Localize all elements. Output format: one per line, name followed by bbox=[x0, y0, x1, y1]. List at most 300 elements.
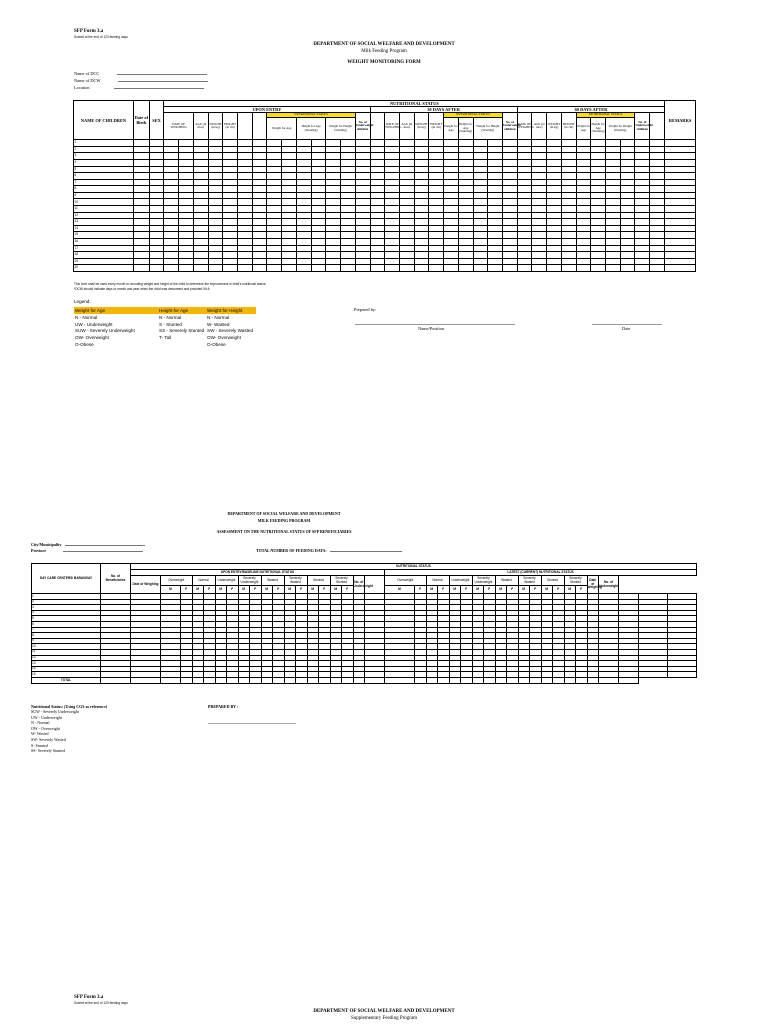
table-cell[interactable] bbox=[133, 239, 149, 246]
table-cell[interactable] bbox=[238, 173, 253, 180]
table-cell[interactable] bbox=[665, 173, 696, 180]
table-cell[interactable] bbox=[532, 252, 547, 259]
table-cell[interactable] bbox=[164, 265, 179, 272]
table-cell[interactable] bbox=[429, 199, 444, 206]
table-cell[interactable] bbox=[341, 219, 356, 226]
table-cell[interactable] bbox=[517, 265, 532, 272]
table-cell[interactable] bbox=[385, 206, 400, 213]
table-cell[interactable] bbox=[296, 206, 311, 213]
table-cell[interactable] bbox=[385, 186, 400, 193]
table-cell[interactable] bbox=[635, 140, 650, 147]
table-cell[interactable] bbox=[238, 245, 253, 252]
table-cell[interactable] bbox=[164, 239, 179, 246]
table-cell[interactable] bbox=[444, 159, 459, 166]
table-cell[interactable] bbox=[429, 232, 444, 239]
table-cell[interactable] bbox=[606, 179, 621, 186]
table-cell[interactable] bbox=[370, 239, 385, 246]
table-cell[interactable] bbox=[473, 146, 488, 153]
table-cell[interactable] bbox=[149, 140, 164, 147]
table-cell[interactable] bbox=[133, 159, 149, 166]
table-cell[interactable] bbox=[296, 252, 311, 259]
table-cell[interactable] bbox=[208, 153, 223, 160]
table-cell[interactable] bbox=[149, 225, 164, 232]
table-cell[interactable] bbox=[179, 146, 194, 153]
table-cell[interactable] bbox=[606, 146, 621, 153]
table-cell[interactable] bbox=[267, 265, 282, 272]
table-cell[interactable] bbox=[444, 245, 459, 252]
table-cell[interactable] bbox=[502, 232, 517, 239]
table-cell[interactable] bbox=[179, 186, 194, 193]
table-cell[interactable] bbox=[458, 159, 473, 166]
table-cell[interactable] bbox=[576, 173, 591, 180]
table-cell[interactable] bbox=[385, 232, 400, 239]
table-cell[interactable] bbox=[517, 212, 532, 219]
table-cell[interactable] bbox=[399, 232, 414, 239]
table-cell[interactable] bbox=[650, 219, 665, 226]
table-cell[interactable] bbox=[208, 225, 223, 232]
table-cell[interactable] bbox=[458, 258, 473, 265]
table-cell[interactable] bbox=[370, 219, 385, 226]
table-cell[interactable] bbox=[635, 265, 650, 272]
table-cell[interactable] bbox=[370, 252, 385, 259]
table-cell[interactable] bbox=[517, 245, 532, 252]
table-cell[interactable] bbox=[399, 166, 414, 173]
table-cell[interactable] bbox=[208, 173, 223, 180]
table-cell[interactable] bbox=[399, 206, 414, 213]
table-cell[interactable] bbox=[399, 245, 414, 252]
table-cell[interactable] bbox=[223, 173, 238, 180]
table-cell[interactable] bbox=[311, 239, 326, 246]
table-cell[interactable] bbox=[429, 166, 444, 173]
table-cell[interactable] bbox=[591, 232, 606, 239]
table-cell[interactable] bbox=[149, 245, 164, 252]
table-cell[interactable] bbox=[458, 265, 473, 272]
table-cell[interactable] bbox=[620, 159, 635, 166]
table-cell[interactable] bbox=[311, 140, 326, 147]
table-cell[interactable] bbox=[282, 159, 297, 166]
table-cell[interactable] bbox=[429, 192, 444, 199]
table-cell[interactable] bbox=[164, 166, 179, 173]
table-cell[interactable] bbox=[149, 173, 164, 180]
table-cell[interactable] bbox=[502, 265, 517, 272]
table-cell[interactable] bbox=[650, 245, 665, 252]
table-cell[interactable] bbox=[606, 140, 621, 147]
table-cell[interactable] bbox=[650, 173, 665, 180]
table-cell[interactable] bbox=[208, 212, 223, 219]
table-cell[interactable] bbox=[267, 159, 282, 166]
table-cell[interactable] bbox=[517, 252, 532, 259]
table-cell[interactable] bbox=[149, 219, 164, 226]
table-cell[interactable] bbox=[164, 206, 179, 213]
table-cell[interactable] bbox=[208, 219, 223, 226]
table-cell[interactable] bbox=[429, 140, 444, 147]
table-cell[interactable] bbox=[267, 232, 282, 239]
table-cell[interactable] bbox=[561, 265, 576, 272]
table-cell[interactable] bbox=[385, 159, 400, 166]
table-cell[interactable] bbox=[267, 199, 282, 206]
table-cell[interactable] bbox=[502, 179, 517, 186]
table-cell[interactable] bbox=[635, 166, 650, 173]
table-cell[interactable] bbox=[311, 146, 326, 153]
table-cell[interactable] bbox=[399, 146, 414, 153]
table-cell[interactable] bbox=[665, 252, 696, 259]
table-cell[interactable] bbox=[252, 245, 267, 252]
table-cell[interactable] bbox=[179, 265, 194, 272]
table-cell[interactable] bbox=[385, 212, 400, 219]
table-cell[interactable] bbox=[223, 265, 238, 272]
table-cell[interactable] bbox=[473, 192, 488, 199]
table-cell[interactable] bbox=[282, 140, 297, 147]
table-cell[interactable] bbox=[429, 258, 444, 265]
table-cell[interactable] bbox=[311, 252, 326, 259]
table-cell[interactable] bbox=[547, 219, 562, 226]
table-cell[interactable] bbox=[606, 159, 621, 166]
table-cell[interactable] bbox=[133, 265, 149, 272]
table-cell[interactable] bbox=[355, 159, 370, 166]
table-cell[interactable] bbox=[341, 239, 356, 246]
table-cell[interactable] bbox=[444, 225, 459, 232]
table-cell[interactable] bbox=[547, 225, 562, 232]
table-cell[interactable] bbox=[385, 192, 400, 199]
table-cell[interactable] bbox=[296, 159, 311, 166]
table-cell[interactable] bbox=[149, 153, 164, 160]
table-cell[interactable] bbox=[223, 192, 238, 199]
table-cell[interactable] bbox=[399, 179, 414, 186]
table-cell[interactable] bbox=[561, 206, 576, 213]
table-cell[interactable] bbox=[252, 140, 267, 147]
table-cell[interactable] bbox=[149, 232, 164, 239]
table-cell[interactable] bbox=[414, 140, 429, 147]
table-cell[interactable] bbox=[650, 239, 665, 246]
table-cell[interactable] bbox=[355, 186, 370, 193]
table-cell[interactable] bbox=[223, 186, 238, 193]
table-cell[interactable] bbox=[620, 212, 635, 219]
table-cell[interactable] bbox=[444, 199, 459, 206]
table-cell[interactable] bbox=[223, 206, 238, 213]
table-cell[interactable] bbox=[282, 179, 297, 186]
table-cell[interactable] bbox=[282, 166, 297, 173]
table-cell[interactable] bbox=[591, 252, 606, 259]
table-cell[interactable] bbox=[149, 212, 164, 219]
table-cell[interactable] bbox=[532, 159, 547, 166]
table-cell[interactable] bbox=[193, 225, 208, 232]
table-cell[interactable] bbox=[576, 159, 591, 166]
table-cell[interactable] bbox=[665, 232, 696, 239]
table-cell[interactable] bbox=[488, 252, 503, 259]
table-cell[interactable] bbox=[341, 199, 356, 206]
table-cell[interactable] bbox=[193, 173, 208, 180]
table-cell[interactable] bbox=[267, 206, 282, 213]
table-cell[interactable] bbox=[473, 186, 488, 193]
table-cell[interactable] bbox=[149, 166, 164, 173]
table-cell[interactable] bbox=[444, 219, 459, 226]
table-cell[interactable] bbox=[399, 153, 414, 160]
table-cell[interactable] bbox=[591, 265, 606, 272]
table-cell[interactable] bbox=[311, 206, 326, 213]
table-cell[interactable] bbox=[444, 166, 459, 173]
table-cell[interactable] bbox=[620, 239, 635, 246]
table-cell[interactable] bbox=[635, 212, 650, 219]
table-cell[interactable] bbox=[458, 173, 473, 180]
table-cell[interactable] bbox=[164, 192, 179, 199]
table-cell[interactable] bbox=[532, 265, 547, 272]
table-cell[interactable] bbox=[296, 173, 311, 180]
table-cell[interactable] bbox=[164, 219, 179, 226]
table-cell[interactable] bbox=[238, 159, 253, 166]
table-cell[interactable] bbox=[296, 146, 311, 153]
table-cell[interactable] bbox=[561, 212, 576, 219]
table-cell[interactable] bbox=[665, 166, 696, 173]
table-cell[interactable] bbox=[429, 239, 444, 246]
table-cell[interactable] bbox=[267, 212, 282, 219]
table-cell[interactable] bbox=[532, 212, 547, 219]
table-cell[interactable] bbox=[414, 206, 429, 213]
table-cell[interactable] bbox=[414, 186, 429, 193]
table-cell[interactable] bbox=[458, 252, 473, 259]
table-cell[interactable] bbox=[385, 153, 400, 160]
table-cell[interactable] bbox=[444, 179, 459, 186]
table-cell[interactable] bbox=[414, 179, 429, 186]
table-cell[interactable] bbox=[193, 219, 208, 226]
table-cell[interactable] bbox=[620, 179, 635, 186]
table-cell[interactable] bbox=[282, 199, 297, 206]
table-cell[interactable] bbox=[341, 179, 356, 186]
table-cell[interactable] bbox=[399, 199, 414, 206]
table-cell[interactable] bbox=[311, 258, 326, 265]
table-cell[interactable] bbox=[576, 258, 591, 265]
table-cell[interactable] bbox=[502, 212, 517, 219]
table-cell[interactable] bbox=[444, 239, 459, 246]
table-cell[interactable] bbox=[517, 186, 532, 193]
table-cell[interactable] bbox=[458, 179, 473, 186]
table-cell[interactable] bbox=[399, 239, 414, 246]
table-cell[interactable] bbox=[179, 252, 194, 259]
table-cell[interactable] bbox=[326, 173, 341, 180]
table-cell[interactable] bbox=[620, 245, 635, 252]
table-cell[interactable] bbox=[355, 206, 370, 213]
table-cell[interactable] bbox=[576, 212, 591, 219]
table-cell[interactable] bbox=[665, 140, 696, 147]
table-cell[interactable] bbox=[429, 186, 444, 193]
table-cell[interactable] bbox=[458, 206, 473, 213]
table-cell[interactable] bbox=[414, 166, 429, 173]
table-cell[interactable] bbox=[502, 153, 517, 160]
table-cell[interactable] bbox=[429, 245, 444, 252]
table-cell[interactable] bbox=[488, 219, 503, 226]
table-cell[interactable] bbox=[208, 179, 223, 186]
table-cell[interactable] bbox=[341, 159, 356, 166]
table-cell[interactable] bbox=[517, 166, 532, 173]
table-cell[interactable] bbox=[282, 219, 297, 226]
table-cell[interactable] bbox=[458, 166, 473, 173]
table-cell[interactable] bbox=[414, 192, 429, 199]
table-cell[interactable] bbox=[252, 212, 267, 219]
table-cell[interactable] bbox=[488, 173, 503, 180]
table-cell[interactable] bbox=[267, 258, 282, 265]
table-cell[interactable] bbox=[296, 153, 311, 160]
table-cell[interactable] bbox=[267, 173, 282, 180]
table-cell[interactable] bbox=[326, 166, 341, 173]
table-cell[interactable] bbox=[591, 179, 606, 186]
table-cell[interactable] bbox=[547, 140, 562, 147]
table-cell[interactable] bbox=[532, 146, 547, 153]
table-cell[interactable] bbox=[444, 206, 459, 213]
table-cell[interactable] bbox=[399, 159, 414, 166]
table-cell[interactable] bbox=[620, 232, 635, 239]
table-cell[interactable] bbox=[576, 252, 591, 259]
table-cell[interactable] bbox=[488, 212, 503, 219]
table-cell[interactable] bbox=[208, 258, 223, 265]
table-cell[interactable] bbox=[517, 146, 532, 153]
table-cell[interactable] bbox=[296, 186, 311, 193]
table-cell[interactable] bbox=[488, 146, 503, 153]
table-cell[interactable] bbox=[591, 219, 606, 226]
table-cell[interactable] bbox=[532, 173, 547, 180]
table-cell[interactable] bbox=[576, 199, 591, 206]
table-cell[interactable] bbox=[488, 166, 503, 173]
table-cell[interactable] bbox=[429, 212, 444, 219]
table-cell[interactable] bbox=[179, 159, 194, 166]
table-cell[interactable] bbox=[179, 219, 194, 226]
table-cell[interactable] bbox=[517, 140, 532, 147]
table-cell[interactable] bbox=[444, 232, 459, 239]
table-cell[interactable] bbox=[502, 206, 517, 213]
table-cell[interactable] bbox=[635, 199, 650, 206]
table-cell[interactable] bbox=[591, 239, 606, 246]
table-cell[interactable] bbox=[341, 206, 356, 213]
table-cell[interactable] bbox=[149, 179, 164, 186]
table-cell[interactable] bbox=[164, 245, 179, 252]
table-cell[interactable] bbox=[561, 232, 576, 239]
table-cell[interactable] bbox=[282, 146, 297, 153]
table-cell[interactable] bbox=[591, 199, 606, 206]
table-cell[interactable] bbox=[532, 186, 547, 193]
table-cell[interactable] bbox=[252, 159, 267, 166]
table-cell[interactable] bbox=[133, 206, 149, 213]
table-cell[interactable] bbox=[341, 212, 356, 219]
table-cell[interactable] bbox=[488, 140, 503, 147]
table-cell[interactable] bbox=[414, 159, 429, 166]
table-cell[interactable] bbox=[282, 245, 297, 252]
table-cell[interactable] bbox=[296, 245, 311, 252]
table-cell[interactable] bbox=[620, 146, 635, 153]
table-cell[interactable] bbox=[635, 186, 650, 193]
table-cell[interactable] bbox=[311, 179, 326, 186]
table-cell[interactable] bbox=[561, 239, 576, 246]
table-cell[interactable] bbox=[149, 265, 164, 272]
table-cell[interactable] bbox=[561, 146, 576, 153]
table-cell[interactable] bbox=[164, 225, 179, 232]
table-cell[interactable] bbox=[591, 186, 606, 193]
table-cell[interactable] bbox=[532, 225, 547, 232]
table-cell[interactable] bbox=[267, 192, 282, 199]
table-cell[interactable] bbox=[179, 153, 194, 160]
table-cell[interactable] bbox=[370, 225, 385, 232]
table-cell[interactable] bbox=[149, 146, 164, 153]
table-cell[interactable] bbox=[473, 206, 488, 213]
table-cell[interactable] bbox=[444, 252, 459, 259]
table-cell[interactable] bbox=[385, 219, 400, 226]
table-cell[interactable] bbox=[341, 232, 356, 239]
table-cell[interactable] bbox=[458, 153, 473, 160]
table-cell[interactable] bbox=[606, 258, 621, 265]
table-cell[interactable] bbox=[547, 239, 562, 246]
table-cell[interactable] bbox=[355, 232, 370, 239]
table-cell[interactable] bbox=[149, 186, 164, 193]
table-cell[interactable] bbox=[311, 199, 326, 206]
table-cell[interactable] bbox=[238, 252, 253, 259]
table-cell[interactable] bbox=[517, 192, 532, 199]
table-cell[interactable] bbox=[458, 232, 473, 239]
table-cell[interactable] bbox=[223, 225, 238, 232]
table-cell[interactable] bbox=[370, 212, 385, 219]
table-cell[interactable] bbox=[355, 192, 370, 199]
table-cell[interactable] bbox=[164, 212, 179, 219]
table-cell[interactable] bbox=[473, 239, 488, 246]
table-cell[interactable] bbox=[341, 153, 356, 160]
table-cell[interactable] bbox=[370, 146, 385, 153]
table-cell[interactable] bbox=[164, 179, 179, 186]
table-cell[interactable] bbox=[164, 258, 179, 265]
table-cell[interactable] bbox=[149, 239, 164, 246]
table-cell[interactable] bbox=[252, 219, 267, 226]
table-cell[interactable] bbox=[193, 153, 208, 160]
table-cell[interactable] bbox=[311, 219, 326, 226]
table-cell[interactable] bbox=[532, 206, 547, 213]
table-cell[interactable] bbox=[665, 212, 696, 219]
table-cell[interactable] bbox=[665, 206, 696, 213]
table-cell[interactable] bbox=[635, 192, 650, 199]
table-cell[interactable] bbox=[133, 212, 149, 219]
table-cell[interactable] bbox=[282, 239, 297, 246]
table-cell[interactable] bbox=[267, 153, 282, 160]
table-cell[interactable] bbox=[591, 225, 606, 232]
table-cell[interactable] bbox=[385, 146, 400, 153]
table-cell[interactable] bbox=[532, 258, 547, 265]
table-cell[interactable] bbox=[296, 140, 311, 147]
table-cell[interactable] bbox=[341, 166, 356, 173]
table-cell[interactable] bbox=[399, 219, 414, 226]
table-cell[interactable] bbox=[473, 252, 488, 259]
table-cell[interactable] bbox=[238, 146, 253, 153]
table-cell[interactable] bbox=[650, 265, 665, 272]
table-cell[interactable] bbox=[606, 212, 621, 219]
table-cell[interactable] bbox=[341, 252, 356, 259]
table-cell[interactable] bbox=[576, 166, 591, 173]
table-cell[interactable] bbox=[193, 252, 208, 259]
table-cell[interactable] bbox=[267, 146, 282, 153]
table-cell[interactable] bbox=[517, 258, 532, 265]
table-cell[interactable] bbox=[267, 186, 282, 193]
table-cell[interactable] bbox=[488, 186, 503, 193]
table-cell[interactable] bbox=[606, 153, 621, 160]
table-cell[interactable] bbox=[650, 153, 665, 160]
table-cell[interactable] bbox=[458, 245, 473, 252]
table-cell[interactable] bbox=[179, 212, 194, 219]
table-cell[interactable] bbox=[267, 239, 282, 246]
table-cell[interactable] bbox=[429, 153, 444, 160]
table-cell[interactable] bbox=[326, 252, 341, 259]
table-cell[interactable] bbox=[547, 179, 562, 186]
table-cell[interactable] bbox=[547, 265, 562, 272]
table-cell[interactable] bbox=[650, 258, 665, 265]
table-cell[interactable] bbox=[620, 140, 635, 147]
table-cell[interactable] bbox=[133, 199, 149, 206]
table-cell[interactable] bbox=[267, 179, 282, 186]
table-cell[interactable] bbox=[502, 186, 517, 193]
table-cell[interactable] bbox=[547, 252, 562, 259]
table-cell[interactable] bbox=[133, 245, 149, 252]
